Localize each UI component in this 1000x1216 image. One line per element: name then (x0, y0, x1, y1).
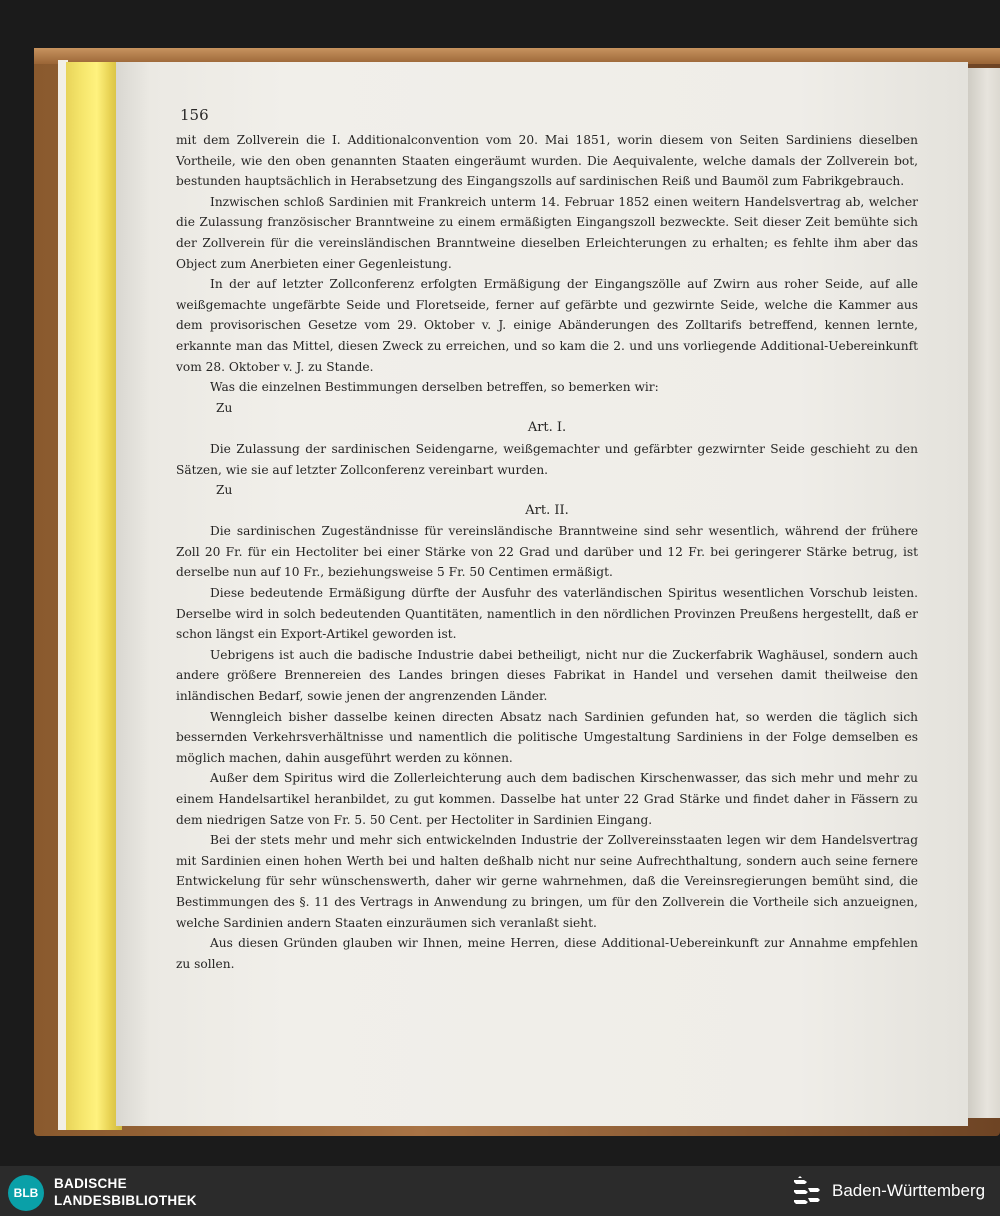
paragraph: Uebrigens ist auch die badische Industrie dabei betheiligt, nicht nur die Zuckerfabrik Waghäusel, sondern auch andere größere Brennereien des Landes bringen dieses Fabrikat in Handel und versehen damit theilweise den inländischen Bedarf, sowie jenen der angrenzenden Länder. (176, 647, 918, 704)
library-name[interactable] (54, 1175, 197, 1209)
facing-page-edge (968, 68, 1000, 1118)
paragraph: Wenngleich bisher dasselbe keinen directen Absatz nach Sardinien gefunden hat, so werden die täglich sich bessernden Verkehrsverhältnisse und namentlich die politische Umgestaltung Sardiniens in der Folge demselben es möglich machen, dahin ausgeführt werden zu können. (176, 709, 918, 765)
article-heading: Art. I. (527, 420, 567, 436)
paragraph: Außer dem Spiritus wird die Zollerleichterung auch dem badischen Kirschenwasser, das sich mehr und mehr zu einem Handelsartikel heranbildet, zu gut kommen. Dasselbe hat unter 22 Grad Stärke und findet daher in Fässern zu dem niedrigen Satze von Fr. 5. 50 Cent. per Hectoliter in Sardinien Eingang. (176, 771, 918, 827)
page-number: 156 (180, 106, 209, 124)
baden-wuerttemberg-lions-icon[interactable] (790, 1175, 824, 1209)
paragraph: Die Zulassung der sardinischen Seidengarne, weißgemachter und gefärbter gezwirnter Seide geschieht zu den Sätzen, wie sie auf letzter Zollconferenz vereinbart wurden. (176, 441, 918, 477)
zu-marker: Zu (216, 483, 233, 498)
paragraph: Die sardinischen Zugeständnisse für vereinsländische Branntweine sind sehr wesentlich, während der frühere Zoll 20 Fr. für ein Hectoliter bei einer Stärke von 22 Grad und darüber und 12 Fr. bei geringerer Stärke betrug, ist derselbe nun auf 10 Fr., beziehungsweise 5 Fr. 50 Centimen ermäßigt. (176, 524, 918, 580)
paragraph: In der auf letzter Zollconferenz erfolgten Ermäßigung der Eingangszölle auf Zwirn aus roher Seide, auf alle weißgemachte ungefärbte Seide und Floretseide, ferner auf gefärbte und gezwirnte Seide, welche die Kammer aus dem provisorischen Gesetze vom 29. Oktober v. J. einige Abänderungen des Zolltarifs betreffend, kennen lernte, erkannte man das Mittel, diesen Zweck zu erreichen, und so kam die 2. und uns vorliegende Additional-Uebereinkunft vom 28. Oktober v. J. zu Stande. (176, 277, 918, 374)
zu-marker: Zu (216, 400, 233, 415)
page-text (176, 130, 918, 974)
yellow-page-edges (66, 62, 122, 1130)
viewer-footer (0, 1166, 1000, 1216)
paragraph: Bei der stets mehr und mehr sich entwickelnden Industrie der Zollvereinsstaaten legen wir dem Handelsvertrag mit Sardinien einen hohen Werth bei und halten deßhalb nicht nur seine Aufrechthaltung, sondern auch seine fernere Entwickelung für sehr wünschenswerth, daher wir gerne wahrnehmen, daß die Vereinsregierungen bemüht sind, die Bestimmungen des §. 11 des Vertrags in Anwendung zu bringen, um für den Zollverein die Vortheile sich anzueignen, welche Sardinien andern Staaten einzuräumen sich veranlaßt sieht. (176, 833, 918, 930)
state-name[interactable]: Baden-Württemberg (832, 1181, 986, 1200)
article-heading: Art. II. (525, 502, 569, 518)
library-name-line2: LANDESBIBLIOTHEK (54, 1193, 197, 1208)
blb-logo[interactable]: BLB (8, 1175, 44, 1211)
paragraph: Diese bedeutende Ermäßigung dürfte der Ausfuhr des vaterländischen Spiritus wesentlichen Vorschub leisten. Derselbe wird in solch bedeutenden Quantitäten, namentlich in den nördlichen Provinzen Preußens hergestellt, daß er schon längst ein Export-Artikel geworden ist. (176, 586, 918, 642)
paragraph: Inzwischen schloß Sardinien mit Frankreich unterm 14. Februar 1852 einen weitern Handelsvertrag ab, welcher die Zulassung französischer Branntweine zu einem ermäßigten Eingangszoll bezweckte. Seit dieser Zeit bemühte sich der Zollverein für die vereinsländischen Branntweine dieselben Erleichterungen zu erhalten; es fehlte ihm aber das Object zum Anerbieten einer Gegenleistung. (176, 194, 918, 271)
paragraph: Aus diesen Gründen glauben wir Ihnen, meine Herren, diese Additional-Uebereinkunft zur Annahme empfehlen zu sollen. (176, 936, 918, 971)
paragraph: mit dem Zollverein die I. Additionalconvention vom 20. Mai 1851, worin diesem von Seiten Sardiniens dieselben Vortheile, wie den oben genannten Staaten eingeräumt wurden. Die Aequivalente, welche damals der Zollverein bot, bestunden hauptsächlich in Herabsetzung des Eingangszolls auf sardinischen Reiß und Baumöl zum Fabrikgebrauch. (176, 133, 918, 189)
paragraph: Was die einzelnen Bestimmungen derselben betreffen, so bemerken wir: (210, 380, 659, 395)
library-name-line1: BADISCHE (54, 1176, 127, 1191)
